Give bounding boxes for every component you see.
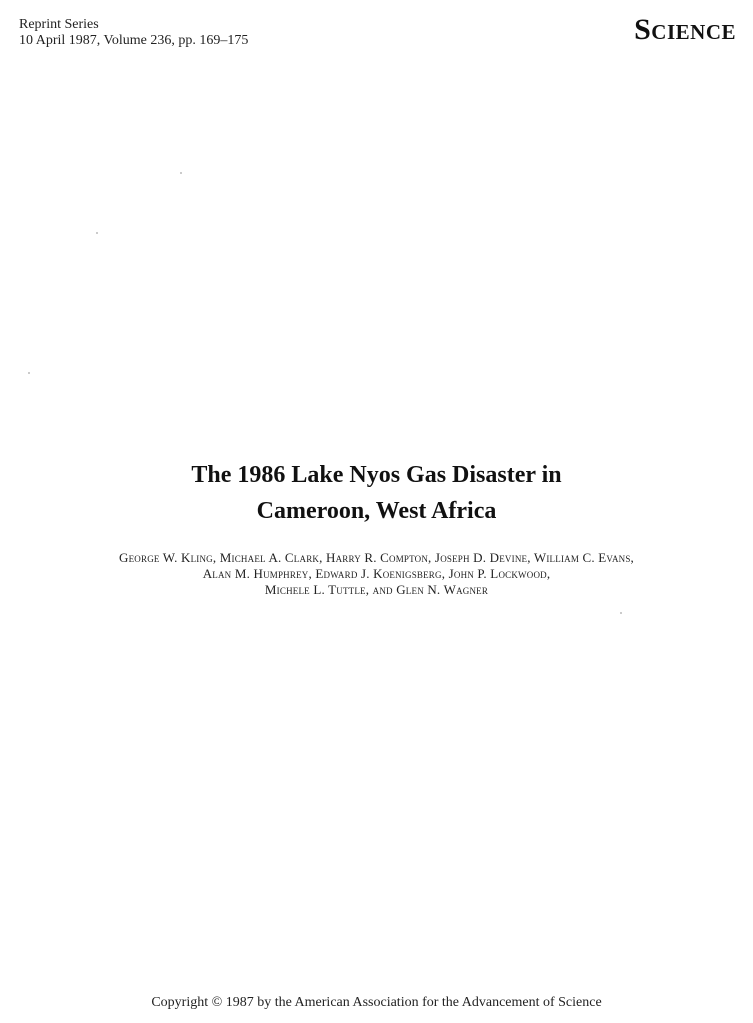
author-line: Alan M. Humphrey, Edward J. Koenigsberg, John P. Lockwood, (202, 566, 551, 581)
issue-citation: 10 April 1987, Volume 236, pp. 169–175 (19, 33, 249, 48)
author-line: Michele L. Tuttle, and Glen N. Wagner (264, 582, 489, 597)
author-list (0, 550, 753, 598)
title-line: Cameroon, West Africa (256, 498, 497, 524)
journal-masthead: Science (634, 13, 736, 46)
scan-speck (180, 172, 182, 174)
reprint-series-label: Reprint Series (19, 17, 99, 32)
copyright-notice: Copyright © 1987 by the American Association for the Advancement of Science (151, 995, 602, 1010)
title-line: The 1986 Lake Nyos Gas Disaster in (191, 462, 562, 488)
article-title (0, 457, 753, 529)
author-line: George W. Kling, Michael A. Clark, Harry R. Compton, Joseph D. Devine, William C. Evans, (119, 550, 634, 565)
scan-speck (28, 372, 30, 374)
scan-speck (620, 612, 622, 614)
scan-speck (96, 232, 98, 234)
reprint-info (19, 17, 248, 49)
